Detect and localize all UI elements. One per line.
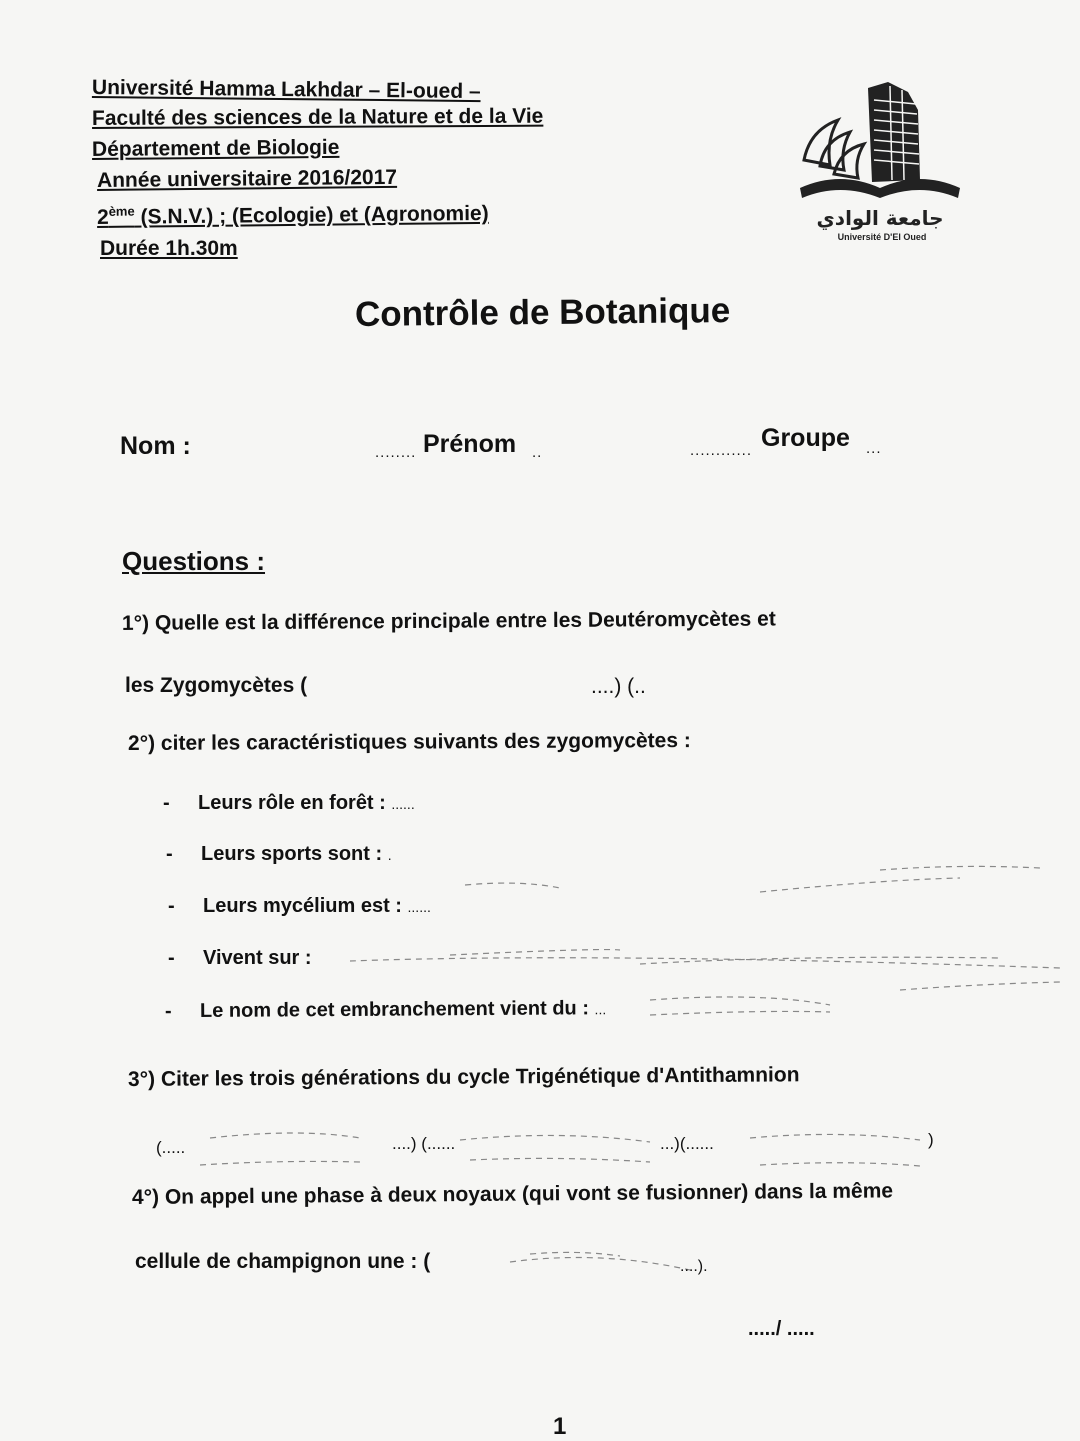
- groupe-label: Groupe: [761, 424, 850, 452]
- question-4-line-2: cellule de champignon une : (: [135, 1250, 431, 1273]
- nom-label: Nom :: [120, 432, 191, 460]
- faculty-name: Faculté des sciences de la Nature et de la Vie: [91, 104, 544, 130]
- prenom-label: Prénom: [423, 430, 517, 458]
- q3-answer-open[interactable]: (.....: [156, 1138, 186, 1157]
- question-4-line-1: 4°) On appel une phase à deux noyaux (qui vont se fusionner) dans la même: [131, 1179, 894, 1209]
- question-1-line-1: 1°) Quelle est la différence principale entre les Deutéromycètes et: [121, 607, 776, 635]
- department-name: Département de Biologie: [91, 135, 340, 161]
- questions-heading: Questions :: [122, 546, 266, 576]
- q3-answer-close: ): [928, 1130, 934, 1149]
- q2-item-mycelium: - Leurs mycélium est : ......: [168, 895, 431, 917]
- class-level: 2ème (S.N.V.) ; (Ecologie) et (Agronomie): [96, 201, 489, 229]
- q3-answer-sep-1[interactable]: ....) (......: [392, 1134, 456, 1153]
- question-2: 2°) citer les caractéristiques suivants des zygomycètes :: [127, 729, 691, 755]
- nom-field[interactable]: ........: [375, 444, 417, 461]
- groupe-leader-dots: ............: [690, 442, 753, 459]
- exam-duration: Durée 1h.30m: [100, 237, 238, 260]
- prenom-field[interactable]: ..: [532, 444, 543, 461]
- q2-item-name-origin: - Le nom de cet embranchement vient du : ...: [164, 997, 607, 1023]
- academic-year: Année universitaire 2016/2017: [96, 165, 398, 192]
- question-1-answer-field[interactable]: ....) (..: [591, 675, 646, 698]
- groupe-field[interactable]: ...: [866, 440, 882, 457]
- q2-item-spores: - Leurs sports sont : .: [166, 843, 392, 865]
- score-box[interactable]: ...../ .....: [748, 1318, 815, 1340]
- q2-item-role: - Leurs rôle en forêt : ......: [163, 792, 415, 814]
- svg-text:جامعة الوادي: جامعة الوادي: [816, 206, 944, 230]
- question-3: 3°) Citer les trois générations du cycle Trigénétique d'Antithamnion: [127, 1063, 800, 1091]
- svg-text:Université D'El Oued: Université D'El Oued: [837, 232, 927, 242]
- question-1-line-2: les Zygomycètes (: [125, 674, 308, 697]
- question-4-answer-field[interactable]: ....).: [680, 1258, 708, 1275]
- page-number: 1: [553, 1413, 567, 1440]
- q2-item-habitat: - Vivent sur :: [168, 947, 312, 969]
- q3-answer-sep-2[interactable]: ...)(......: [660, 1134, 714, 1153]
- exam-title: Contrôle de Botanique: [354, 291, 731, 334]
- university-name: Université Hamma Lakhdar – El-oued –: [91, 76, 481, 104]
